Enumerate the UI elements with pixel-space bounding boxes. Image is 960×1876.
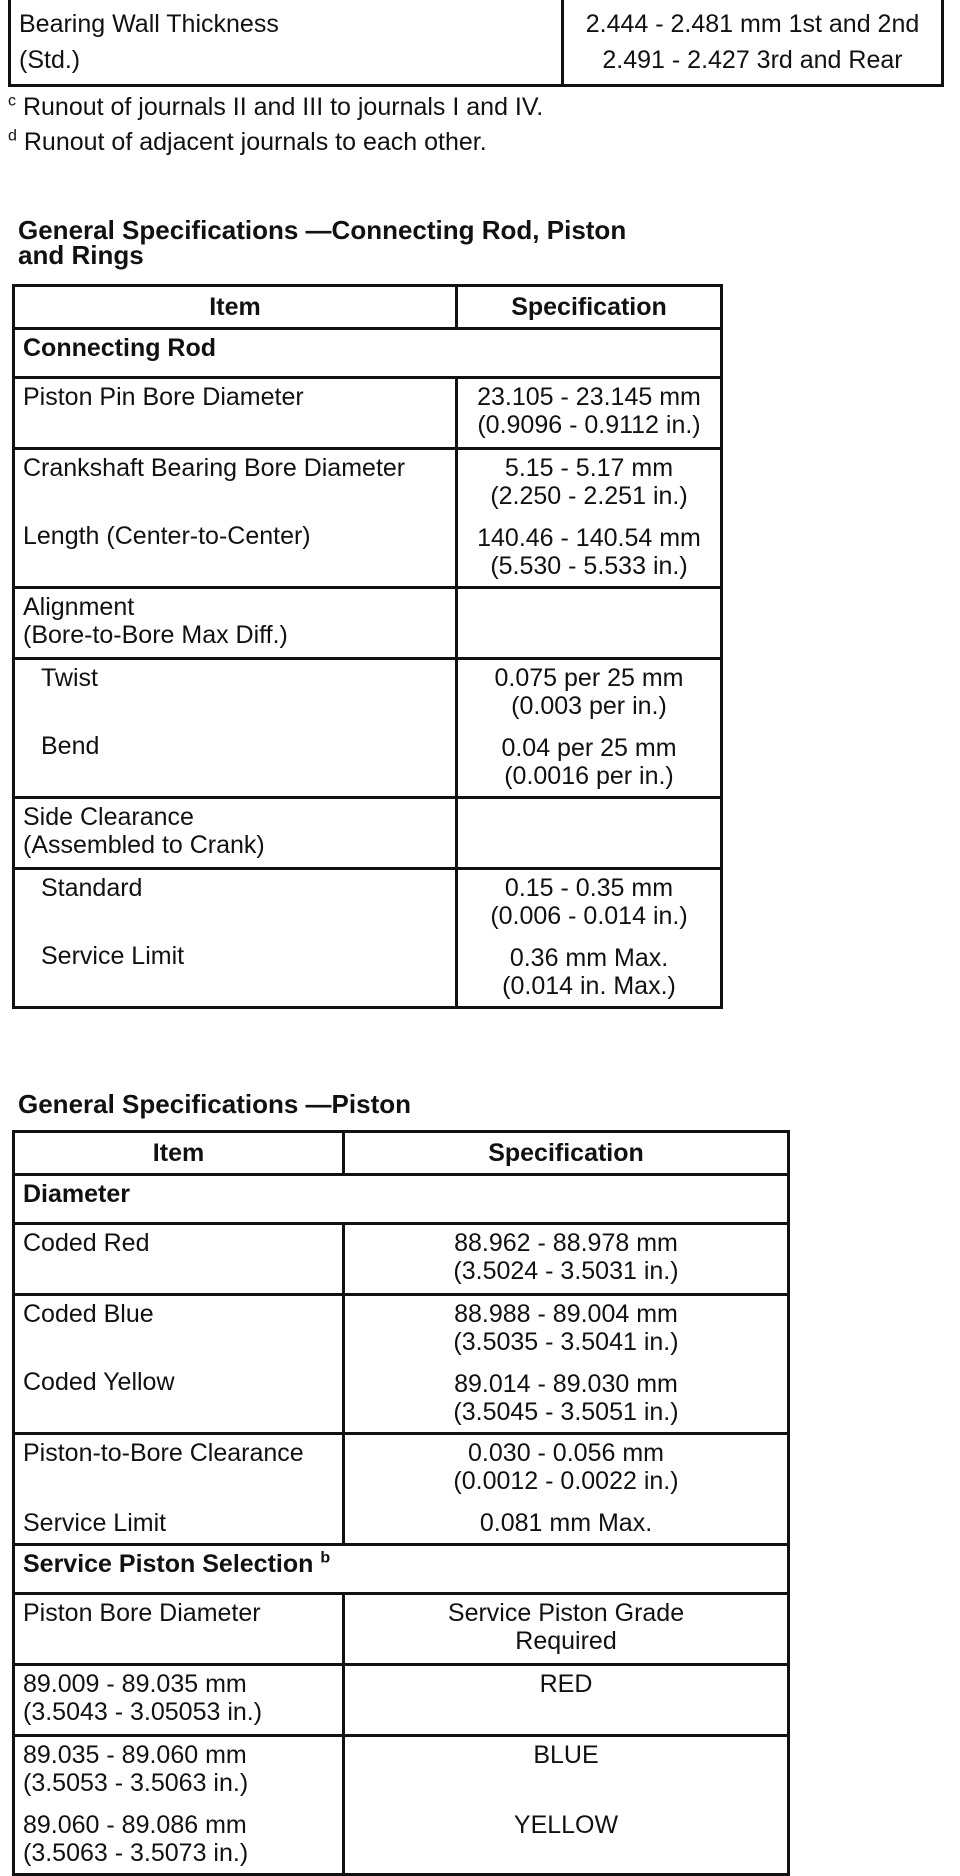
footnote-c: $^c$ Runout of journals II and III to journals I and IV. [8,92,544,121]
piston-section-title: General Specifications —Piston [18,1089,411,1119]
bearing-wall-label: Bearing Wall Thickness (Std.) [10,0,563,86]
table-row: Piston Pin Bore Diameter 23.105 - 23.145 mm (0.9096 - 0.9112 in.) [14,378,722,449]
table-row: Alignment (Bore-to-Bore Max Diff.) [14,588,722,659]
table-row: 89.009 - 89.035 mm (3.5043 - 3.05053 in.) RED [14,1665,789,1736]
piston-group-diameter: Diameter [14,1175,789,1224]
table-row: Standard Service Limit 0.15 - 0.35 mm (0.006 - 0.014 in.) 0.36 mm Max. (0.014 in. Max.) [14,869,722,1008]
rod-col-item: Item [14,286,457,329]
table-row: Side Clearance (Assembled to Crank) [14,798,722,869]
connecting-rod-table [12,284,723,1009]
footnote-d: $^d$ Runout of adjacent journals to each other. [8,127,487,156]
table-row: Coded Blue Coded Yellow 88.988 - 89.004 mm (3.5035 - 3.5041 in.) 89.014 - 89.030 mm (3.5045 - 3.5051 in.) [14,1295,789,1434]
rod-col-spec: Specification [457,286,722,329]
piston-group-service-selection: Service Piston Selection $^b$ [14,1545,789,1594]
bearing-wall-value: 2.444 - 2.481 mm 1st and 2nd 2.491 - 2.427 3rd and Rear [563,0,943,86]
piston-col-item: Item [14,1132,344,1175]
table-row: Twist Bend 0.075 per 25 mm (0.003 per in.) 0.04 per 25 mm (0.0016 per in.) [14,659,722,798]
piston-table [12,1130,790,1876]
table-row: Piston Bore Diameter Service Piston Grade Required [14,1594,789,1665]
table-row: Coded Red 88.962 - 88.978 mm (3.5024 - 3.5031 in.) [14,1224,789,1295]
table-row: 89.035 - 89.060 mm (3.5053 - 3.5063 in.) 89.060 - 89.086 mm (3.5063 - 3.5073 in.) BLUE YELLOW [14,1736,789,1875]
table-row: Piston-to-Bore Clearance Service Limit 0.030 - 0.056 mm (0.0012 - 0.0022 in.) 0.081 mm Max. [14,1434,789,1545]
table-row: Crankshaft Bearing Bore Diameter Length (Center-to-Center) 5.15 - 5.17 mm (2.250 - 2.251 in.) 140.46 - 140.54 mm (5.530 - 5.533 in.) [14,449,722,588]
rod-section-title: General Specifications —Connecting Rod, Piston and Rings [18,215,627,270]
piston-col-spec: Specification [344,1132,789,1175]
rod-group-connecting-rod: Connecting Rod [14,329,722,378]
bearing-wall-table [8,0,944,87]
